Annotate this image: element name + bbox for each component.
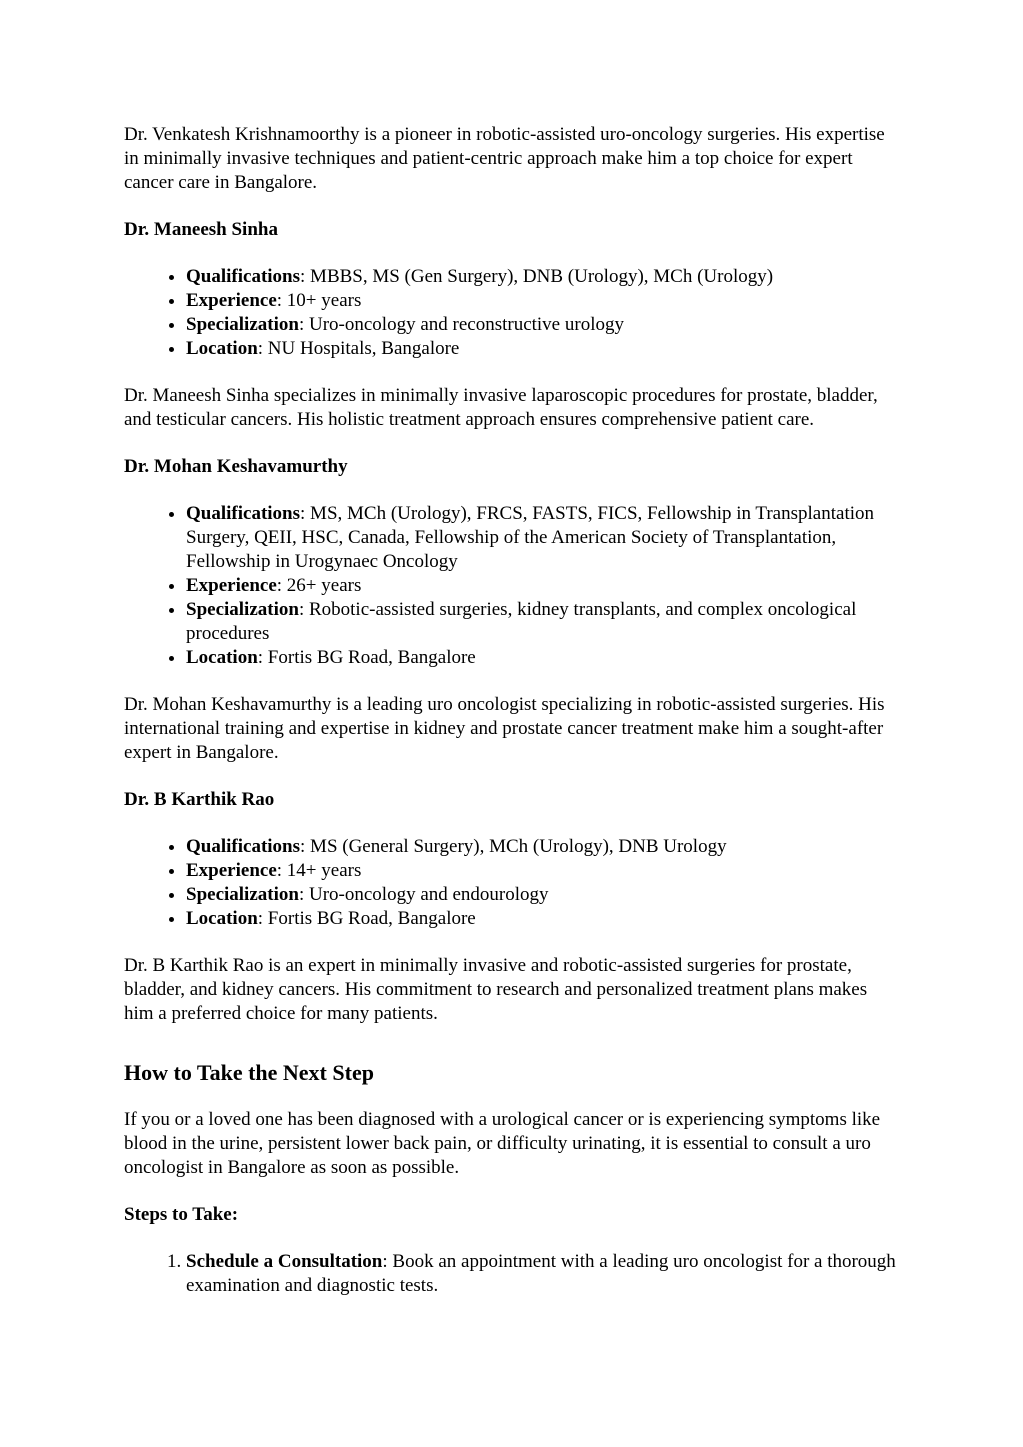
detail-value: : Uro-oncology and reconstructive urology: [298, 314, 624, 335]
doctor-section: [124, 455, 899, 765]
detail-label: Specialization: [186, 599, 299, 620]
detail-label: Experience: [186, 575, 277, 596]
list-item: [186, 883, 899, 907]
detail-label: Qualifications: [186, 266, 301, 287]
doctor-details-list: [124, 502, 899, 670]
steps-list: [124, 1250, 899, 1298]
document-page: [124, 123, 899, 1321]
detail-label: Experience: [186, 860, 277, 881]
detail-value: : 26+ years: [276, 575, 362, 596]
list-item: [186, 502, 899, 574]
list-item: [186, 859, 899, 883]
doctor-name: Dr. Mohan Keshavamurthy: [124, 456, 348, 477]
intro-paragraph: Dr. Venkatesh Krishnamoorthy is a pioneer in robotic-assisted uro-oncology surgeries. His expertise in minimally invasive techniques and patient-centric approach make him a top choice for expert cancer care in Bangalore.: [124, 124, 885, 193]
doctor-section: [124, 788, 899, 1026]
detail-label: Qualifications: [186, 836, 301, 857]
list-item: [186, 835, 899, 859]
step-value: : Book an appointment with a leading uro oncologist for a thorough examination and diagnostic tests.: [186, 1251, 896, 1296]
detail-value: : Uro-oncology and endourology: [298, 884, 549, 905]
detail-value: : 14+ years: [276, 860, 362, 881]
detail-label: Location: [186, 908, 258, 929]
detail-value: : Fortis BG Road, Bangalore: [257, 647, 476, 668]
detail-label: Specialization: [186, 314, 299, 335]
list-item: [186, 574, 899, 598]
detail-value: : MS (General Surgery), MCh (Urology), DNB Urology: [300, 836, 727, 857]
detail-label: Specialization: [186, 884, 299, 905]
section-heading: How to Take the Next Step: [124, 1060, 374, 1085]
doctor-summary: Dr. Mohan Keshavamurthy is a leading uro oncologist specializing in robotic-assisted surgeries. His international training and expertise in kidney and prostate cancer treatment make him a sought-after expert in Bangalore.: [124, 694, 885, 763]
steps-heading: Steps to Take:: [124, 1204, 239, 1225]
step-label: Schedule a Consultation: [186, 1251, 383, 1272]
detail-value: : MBBS, MS (Gen Surgery), DNB (Urology), MCh (Urology): [300, 266, 774, 287]
list-item: [186, 265, 899, 289]
detail-label: Location: [186, 647, 258, 668]
detail-label: Location: [186, 338, 258, 359]
list-item: [186, 646, 899, 670]
detail-label: Qualifications: [186, 503, 301, 524]
detail-value: : NU Hospitals, Bangalore: [257, 338, 460, 359]
doctor-details-list: [124, 265, 899, 361]
doctor-name: Dr. B Karthik Rao: [124, 789, 275, 810]
next-step-paragraph: If you or a loved one has been diagnosed with a urological cancer or is experiencing symptoms like blood in the urine, persistent lower back pain, or difficulty urinating, it is essential to consult a uro oncologist in Bangalore as soon as possible.: [124, 1109, 881, 1178]
detail-label: Experience: [186, 290, 277, 311]
detail-value: : MS, MCh (Urology), FRCS, FASTS, FICS, Fellowship in Transplantation Surgery, QEII, HSC, Canada, Fellowship of the American Society of Transplantation, Fellowship in Urogynaec Oncology: [186, 503, 874, 572]
doctor-name: Dr. Maneesh Sinha: [124, 219, 278, 240]
next-step-section: [124, 1059, 899, 1298]
doctor-details-list: [124, 835, 899, 931]
list-item: [186, 598, 899, 646]
list-item: [186, 907, 899, 931]
list-item: [186, 313, 899, 337]
detail-value: : Fortis BG Road, Bangalore: [257, 908, 476, 929]
list-item: [186, 289, 899, 313]
detail-value: : Robotic-assisted surgeries, kidney transplants, and complex oncological procedures: [186, 599, 857, 644]
detail-value: : 10+ years: [276, 290, 362, 311]
list-item: [186, 337, 899, 361]
doctor-summary: Dr. B Karthik Rao is an expert in minimally invasive and robotic-assisted surgeries for prostate, bladder, and kidney cancers. His commitment to research and personalized treatment plans makes him a preferred choice for many patients.: [124, 955, 868, 1024]
list-item: [186, 1250, 899, 1298]
doctor-summary: Dr. Maneesh Sinha specializes in minimally invasive laparoscopic procedures for prostate, bladder, and testicular cancers. His holistic treatment approach ensures comprehensive patient care.: [124, 385, 878, 430]
doctor-section: [124, 218, 899, 432]
